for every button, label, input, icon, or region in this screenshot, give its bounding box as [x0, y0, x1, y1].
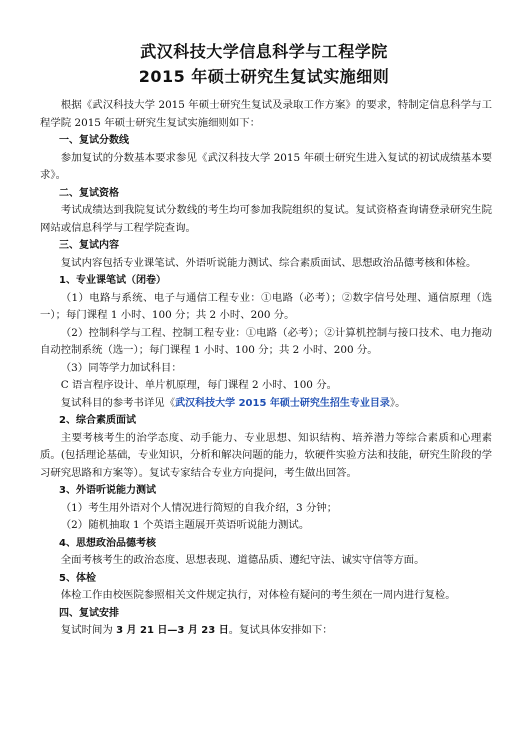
subsection-3-heading: 3、外语听说能力测试 — [59, 485, 156, 496]
subsection-3-item-1: （1）考生用外语对个人情况进行简短的自我介绍，3 分钟； — [60, 501, 338, 514]
subsection-2-heading: 2、综合素质面试 — [59, 415, 136, 426]
subsection-1-item-1: （1）电路与系统、电子与通信工程专业：①电路（必考）；②数字信号处理、通信原理（选一）；每门课程 1 小时、100 分；共 2 小时、200 分。 — [40, 291, 492, 321]
subsection-3-item-2: （2）随机抽取 1 个英语主题展开英语听说能力测试。 — [60, 519, 310, 531]
subsection-1-item-2: （2）控制科学与工程、控制工程专业：①电路（必考）；②计算机控制与接口技术、电力拖动自动控制系统（选一）；每门课程 1 小时、100 分；共 2 小时、200 分。 — [40, 326, 492, 356]
subsection-1-heading: 1、专业课笔试（闭卷） — [59, 275, 166, 286]
document-subtitle: 2015 年硕士研究生复试实施细则 — [138, 67, 390, 86]
section-2-heading: 二、复试资格 — [59, 187, 119, 199]
section-2-text: 考试成绩达到我院复试分数线的考生均可参加我院组织的复试。复试资格查询请登录研究生院网站或信息科学与工程学院查询。 — [40, 204, 492, 234]
subsection-5-heading: 5、体检 — [59, 572, 96, 584]
section-4-heading: 四、复试安排 — [59, 607, 119, 619]
subsection-1-item-3-detail: C 语言程序设计、单片机原理，每门课程 2 小时、100 分。 — [60, 379, 337, 391]
section-4-text — [40, 622, 492, 640]
subsection-4-text: 全面考核考生的政治态度、思想表现、道德品质、遵纪守法、诚实守信等方面。 — [60, 554, 425, 566]
subsection-2-text: 主要考核考生的治学态度、动手能力、专业思想、知识结构、培养潜力等综合素质和心理素质。(包括理论基础，专业知识，分析和解决问题的能力，软硬件实验方法和技能，研究生阶段的学习研究思路和方案等）。复试专家结合专业方向提问，考生做出回答。 — [40, 431, 492, 479]
subsection-1-item-3: （3）同等学力加试科目： — [60, 361, 182, 374]
schedule-suffix: 。复试具体安排如下： — [228, 624, 333, 636]
section-1-text: 参加复试的分数基本要求参见《武汉科技大学 2015 年硕士研究生进入复试的初试成绩基本要求》。 — [40, 151, 492, 181]
subsection-5-text: 体检工作由校医院参照相关文件规定执行，对体检有疑问的考生须在一周内进行复检。 — [60, 589, 456, 601]
reference-suffix: 》。 — [389, 396, 406, 409]
reference-books-line — [40, 395, 492, 413]
intro-paragraph: 根据《武汉科技大学 2015 年硕士研究生复试及录取工作方案》的要求，特制定信息科学与工程学院 2015 年硕士研究生复试实施细则如下： — [40, 99, 492, 129]
subsection-4-heading: 4、思想政治品德考核 — [59, 537, 156, 549]
catalog-link[interactable]: 武汉科技大学 2015 年硕士研究生招生专业目录 — [175, 397, 390, 409]
schedule-dates: 3 月 21 日—3 月 23 日 — [116, 625, 229, 636]
reference-prefix: 复试科目的参考书详见《 — [60, 396, 176, 409]
document-body — [40, 97, 492, 640]
section-1-heading: 一、复试分数线 — [59, 135, 129, 146]
schedule-prefix: 复试时间为 — [60, 624, 117, 636]
section-3-heading: 三、复试内容 — [59, 240, 119, 251]
document-title: 武汉科技大学信息科学与工程学院 — [140, 42, 388, 61]
section-3-text: 复试内容包括专业课笔试、外语听说能力测试、综合素质面试、思想政治品德考核和体检。 — [60, 256, 477, 269]
